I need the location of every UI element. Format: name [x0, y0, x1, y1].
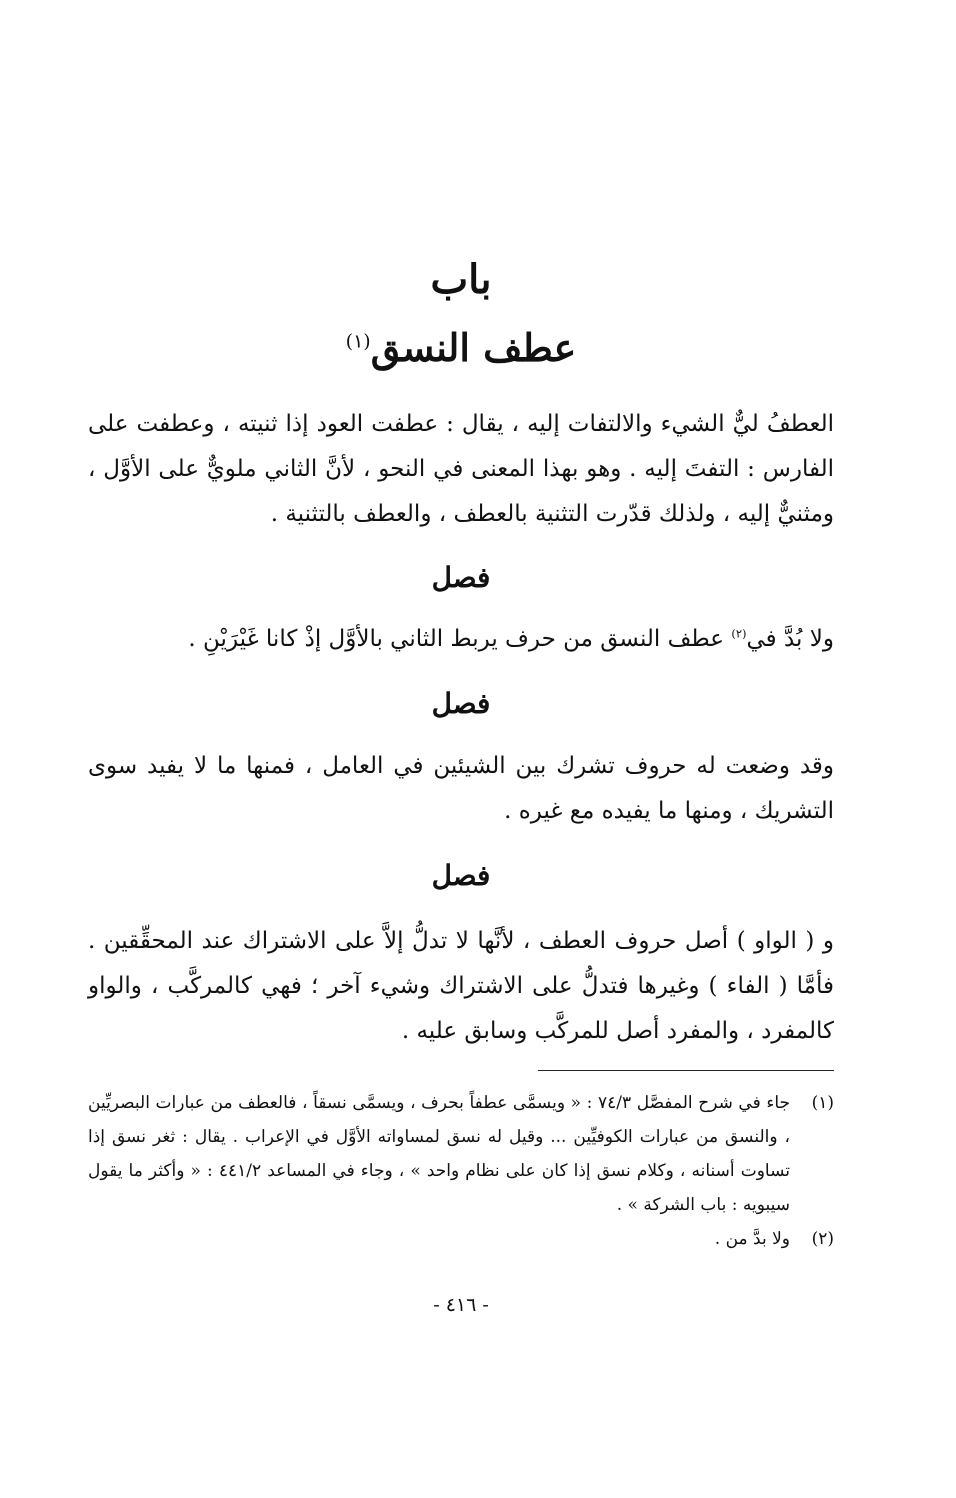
footnote-separator — [538, 1070, 834, 1071]
footnote-1-number: (١) — [811, 1093, 834, 1113]
page-number: - ٤١٦ - — [433, 1294, 489, 1316]
section-heading-3: فصل — [431, 859, 491, 892]
footnote-1-text: جاء في شرح المفصَّل ٧٤/٣ : « ويسمَّى عطفاً بحرف ، ويسمَّى نسقاً ، فالعطف من عبارات البصريِّين ، والنسق من عبارات الكوفيِّين ... وقيل له نسق لمساواته الأوَّل في الإعراب . يقال : ثغر نسق إذا تساوت أسنانه ، وكلام نسق إذا كان على نظام واحد » ، وجاء في المساعد ٤٤١/٢ : « وأكثر ما يقول سيبويه : باب الشركة » . — [88, 1093, 791, 1215]
intro-paragraph: العطفُ ليٌّ الشيء والالتفات إليه ، يقال : عطفت العود إذا ثنيته ، وعطفت على الفارس : التفتَ إليه . وهو بهذا المعنى في النحو ، لأنَّ الثاني ملويٌّ على الأوَّل ، ومثنيٌّ إليه ، ولذلك قدّرت التثنية بالعطف ، والعطف بالتثنية . — [88, 411, 834, 527]
section-1-text-start: ولا بُدَّ في — [746, 626, 834, 652]
footnote-ref-2: (٢) — [731, 626, 747, 641]
footnote-2 — [88, 1222, 834, 1256]
section-1-text-end: عطف النسق من حرف يربط الثاني بالأوَّل إذْ كانا غَيْرَيْنِ . — [188, 626, 732, 652]
section-heading-1: فصل — [431, 561, 491, 594]
book-page — [88, 0, 834, 1498]
section-2-paragraph: وقد وضعت له حروف تشرك بين الشيئين في العامل ، فمنها ما لا يفيد سوى التشريك ، ومنها ما يفيده مع غيره . — [88, 753, 834, 824]
chapter-title-text: عطف النسق — [370, 325, 577, 370]
footnote-1 — [88, 1086, 834, 1222]
footnotes — [88, 1086, 834, 1256]
chapter-label: باب — [430, 256, 492, 303]
section-1-paragraph — [88, 617, 834, 662]
section-3-paragraph: و ( الواو ) أصل حروف العطف ، لأنَّها لا تدلُّ إلاَّ على الاشتراك عند المحقِّقين . فأمَّا ( الفاء ) وغيرها فتدلُّ على الاشتراك وشيء آخر ؛ فهي كالمركَّب ، والواو كالمفرد ، والمفرد أصل للمركَّب وسابق عليه . — [88, 928, 835, 1044]
chapter-title — [88, 318, 834, 378]
footnote-ref-1: (١) — [345, 330, 371, 353]
section-heading-2: فصل — [431, 687, 491, 720]
footnote-2-text: ولا بدَّ من . — [714, 1229, 790, 1249]
footnote-2-number: (٢) — [811, 1229, 834, 1249]
